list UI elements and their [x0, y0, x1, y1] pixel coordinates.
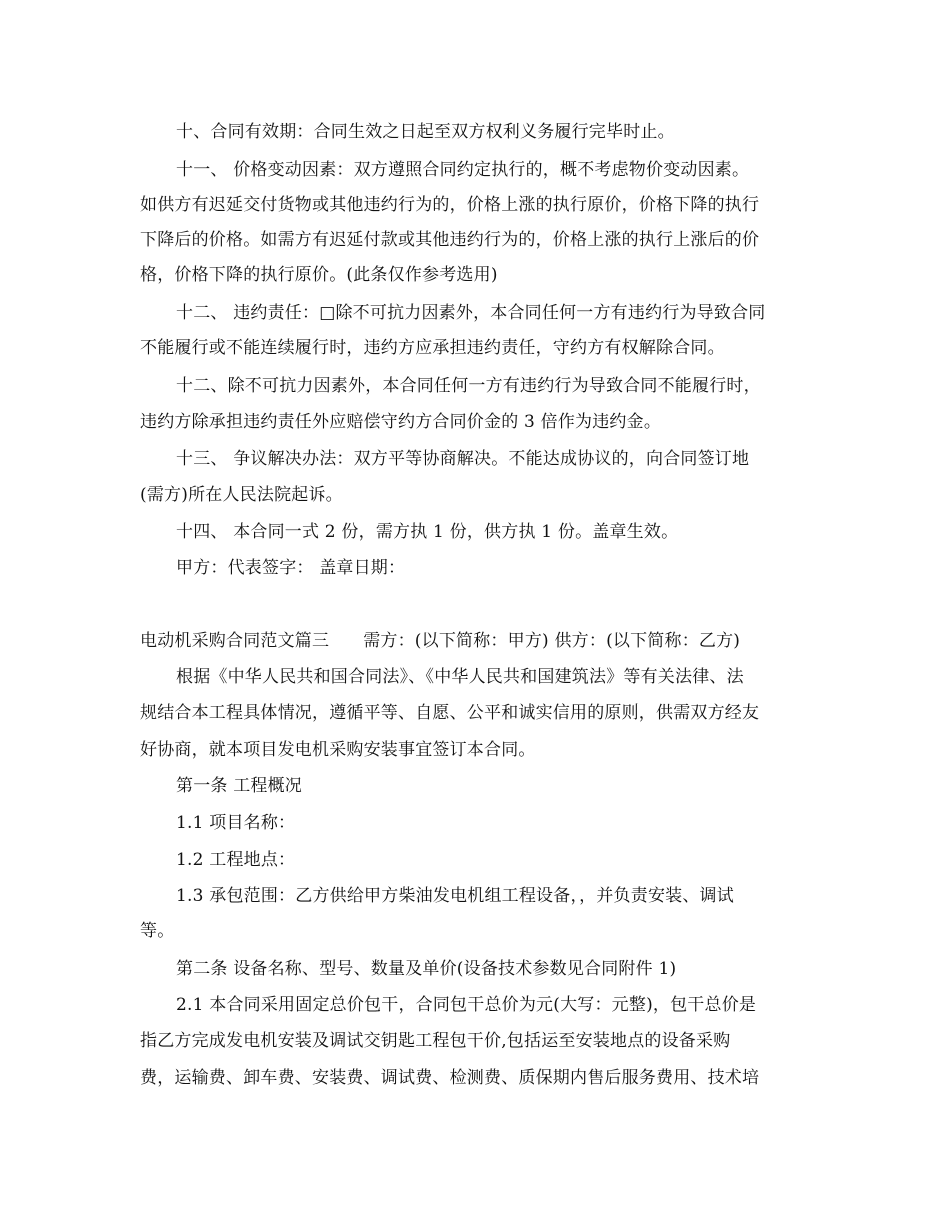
paragraph-line: 根据《中华人民共和国合同法》、《中华人民共和国建筑法》等有关法律、法 [176, 667, 744, 687]
paragraph-line: 好协商，就本项目发电机采购安装事宜签订本合同。 [140, 740, 536, 760]
paragraph-line: (需方)所在人民法院起诉。 [140, 485, 343, 505]
paragraph-line: 第二条 设备名称、型号、数量及单价(设备技术参数见合同附件 1) [176, 959, 677, 979]
paragraph-line: 1.3 承包范围：乙方供给甲方柴油发电机组工程设备，，并负责安装、调试 [176, 886, 734, 906]
paragraph-line: 费，运输费、卸车费、安装费、调试费、检测费、质保期内售后服务费用、技术培 [140, 1068, 760, 1088]
section-title: 电动机采购合同范文篇三 [140, 631, 330, 651]
paragraph-line: 指乙方完成发电机安装及调试交钥匙工程包干价,包括运至安装地点的设备采购 [140, 1031, 731, 1051]
paragraph-line: 1.1 项目名称： [176, 813, 296, 833]
section-heading [140, 631, 740, 651]
paragraph-line: 等。 [140, 921, 175, 941]
paragraph-line: 不能履行或不能连续履行时，违约方应承担违约责任，守约方有权解除合同。 [140, 338, 725, 358]
paragraph-line: 十二、 违约责任：□除不可抗力因素外，本合同任何一方有违约行为导致合同 [176, 303, 766, 323]
paragraph-line: 格，价格下降的执行原价。(此条仅作参考选用) [140, 265, 498, 285]
paragraph-line: 十三、 争议解决办法：双方平等协商解决。不能达成协议的，向合同签订地 [176, 449, 750, 469]
paragraph-line: 甲方：代表签字： 盖章日期： [176, 558, 406, 578]
paragraph-line: 如供方有迟延交付货物或其他违约行为的，价格上涨的执行原价，价格下降的执行 [140, 195, 760, 215]
paragraph-line: 下降后的价格。如需方有迟延付款或其他违约行为的，价格上涨的执行上涨后的价 [140, 230, 760, 250]
paragraph-line: 十一、 价格变动因素：双方遵照合同约定执行的，概不考虑物价变动因素。 [176, 160, 750, 180]
paragraph-line: 违约方除承担违约责任外应赔偿守约方合同价金的 3 倍作为违约金。 [140, 412, 662, 432]
paragraph-line: 十二、除不可抗力因素外，本合同任何一方有违约行为导致合同不能履行时， [176, 376, 761, 396]
paragraph-line: 十四、 本合同一式 2 份，需方执 1 份，供方执 1 份。盖章生效。 [176, 522, 679, 542]
paragraph-line: 2.1 本合同采用固定总价包干，合同包干总价为元(大写：元整)，包干总价是 [176, 995, 757, 1015]
paragraph-line: 1.2 工程地点： [176, 850, 296, 870]
section-parties: 需方：(以下简称：甲方) 供方：(以下简称：乙方) [363, 631, 741, 651]
paragraph-line: 第一条 工程概况 [176, 776, 303, 796]
paragraph-line: 规结合本工程具体情况，遵循平等、自愿、公平和诚实信用的原则，供需双方经友 [140, 703, 760, 723]
paragraph-line: 十、合同有效期：合同生效之日起至双方权利义务履行完毕时止。 [176, 122, 675, 142]
